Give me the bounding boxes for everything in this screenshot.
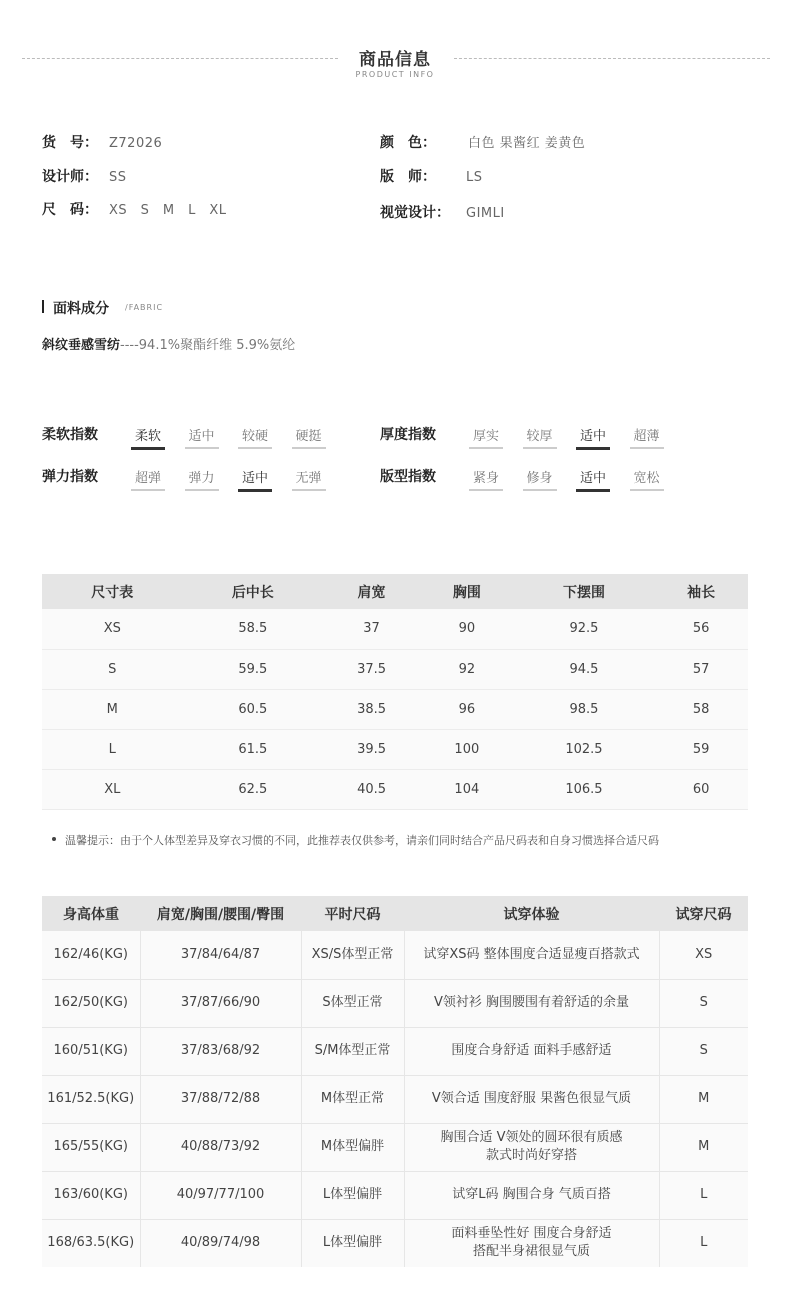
size-cell: XS bbox=[42, 609, 183, 649]
index-option: 较厚 bbox=[523, 425, 557, 449]
index-option: 硬挺 bbox=[292, 425, 326, 449]
index-option: 弹力 bbox=[185, 467, 219, 491]
info-item-color bbox=[380, 132, 585, 152]
info-item-patternmaker bbox=[380, 166, 483, 186]
try-on-cell: 胸围合适 V领处的圆环很有质感 款式时尚好穿搭 bbox=[404, 1123, 659, 1171]
index-option: 超弹 bbox=[131, 467, 165, 491]
column-header: 后中长 bbox=[183, 574, 324, 609]
table-row bbox=[42, 979, 748, 1027]
try-on-table-body bbox=[42, 931, 748, 1267]
size-cell: 92.5 bbox=[514, 609, 655, 649]
size-cell: 60.5 bbox=[183, 689, 324, 729]
try-on-cell: 40/97/77/100 bbox=[140, 1171, 301, 1219]
size-cell: 38.5 bbox=[323, 689, 420, 729]
index-option-selected: 适中 bbox=[576, 425, 610, 450]
size-cell: 37.5 bbox=[323, 649, 420, 689]
info-key: 视觉设计： bbox=[380, 205, 450, 221]
try-on-cell: XS/S体型正常 bbox=[301, 931, 404, 979]
column-header: 胸围 bbox=[420, 574, 514, 609]
try-on-cell: V领衬衫 胸围腰围有着舒适的余量 bbox=[404, 979, 659, 1027]
column-header: 尺寸表 bbox=[42, 574, 183, 609]
size-cell: 61.5 bbox=[183, 729, 324, 769]
try-on-cell: 围度合身舒适 面料手感舒适 bbox=[404, 1027, 659, 1075]
size-cell: 100 bbox=[420, 729, 514, 769]
info-value: 白色 果酱红 姜黄色 bbox=[468, 136, 586, 151]
try-on-cell: 40/89/74/98 bbox=[140, 1219, 301, 1267]
info-key: 尺 码： bbox=[42, 202, 98, 218]
table-row bbox=[42, 1123, 748, 1171]
size-table bbox=[42, 574, 748, 810]
size-cell: 102.5 bbox=[514, 729, 655, 769]
info-item-visual-design bbox=[380, 202, 505, 222]
try-on-cell: 试穿XS码 整体围度合适显瘦百搭款式 bbox=[404, 931, 659, 979]
index-label: 柔软指数 bbox=[42, 427, 98, 443]
size-tip bbox=[52, 832, 659, 848]
size-cell: 39.5 bbox=[323, 729, 420, 769]
index-option-selected: 适中 bbox=[238, 467, 272, 492]
info-value: GIMLI bbox=[466, 206, 505, 221]
try-on-cell: 161/52.5(KG) bbox=[42, 1075, 140, 1123]
try-on-cell: 162/50(KG) bbox=[42, 979, 140, 1027]
table-row bbox=[42, 689, 748, 729]
size-cell: 62.5 bbox=[183, 769, 324, 809]
index-label: 版型指数 bbox=[380, 469, 436, 485]
bullet-dot bbox=[52, 837, 56, 841]
table-row bbox=[42, 769, 748, 809]
size-table-header bbox=[42, 574, 748, 609]
size-cell: 57 bbox=[654, 649, 748, 689]
size-cell: S bbox=[42, 649, 183, 689]
fabric-title: 面料成分 bbox=[53, 301, 109, 317]
fabric-heading-bar bbox=[42, 300, 44, 313]
fabric-composition: ----94.1%聚酯纤维 5.9%氨纶 bbox=[120, 338, 296, 353]
try-on-cell: 面料垂坠性好 围度合身舒适 搭配半身裙很显气质 bbox=[404, 1219, 659, 1267]
index-option-selected: 柔软 bbox=[131, 425, 165, 450]
index-option-selected: 适中 bbox=[576, 467, 610, 492]
size-cell: M bbox=[42, 689, 183, 729]
info-key: 颜 色： bbox=[380, 135, 436, 151]
try-on-cell: S bbox=[659, 979, 748, 1027]
try-on-cell: 37/83/68/92 bbox=[140, 1027, 301, 1075]
try-on-cell: L bbox=[659, 1219, 748, 1267]
size-table-body bbox=[42, 609, 748, 809]
column-header: 袖长 bbox=[654, 574, 748, 609]
size-cell: 96 bbox=[420, 689, 514, 729]
info-key: 版 师： bbox=[380, 169, 436, 185]
index-option: 无弹 bbox=[292, 467, 326, 491]
table-row bbox=[42, 1171, 748, 1219]
table-row bbox=[42, 1027, 748, 1075]
section-subtitle: PRODUCT INFO bbox=[355, 70, 435, 79]
try-on-cell: 37/87/66/90 bbox=[140, 979, 301, 1027]
index-option: 紧身 bbox=[469, 467, 503, 491]
table-row bbox=[42, 609, 748, 649]
column-header: 肩宽 bbox=[323, 574, 420, 609]
size-cell: 59 bbox=[654, 729, 748, 769]
index-option: 较硬 bbox=[238, 425, 272, 449]
table-row bbox=[42, 931, 748, 979]
try-on-table bbox=[42, 896, 748, 1267]
size-cell: 58 bbox=[654, 689, 748, 729]
try-on-cell: 37/84/64/87 bbox=[140, 931, 301, 979]
size-cell: 94.5 bbox=[514, 649, 655, 689]
size-cell: XL bbox=[42, 769, 183, 809]
size-cell: 104 bbox=[420, 769, 514, 809]
size-cell: L bbox=[42, 729, 183, 769]
column-header: 平时尺码 bbox=[301, 896, 404, 931]
size-cell: 56 bbox=[654, 609, 748, 649]
info-item-sizes bbox=[42, 199, 227, 219]
try-on-cell: S bbox=[659, 1027, 748, 1075]
try-on-cell: 163/60(KG) bbox=[42, 1171, 140, 1219]
fabric-subtitle: /FABRIC bbox=[125, 303, 164, 312]
try-on-cell: L体型偏胖 bbox=[301, 1219, 404, 1267]
try-on-cell: L bbox=[659, 1171, 748, 1219]
try-on-cell: 162/46(KG) bbox=[42, 931, 140, 979]
size-cell: 106.5 bbox=[514, 769, 655, 809]
table-row bbox=[42, 729, 748, 769]
info-value: SS bbox=[109, 170, 127, 185]
section-header bbox=[0, 40, 790, 86]
size-cell: 90 bbox=[420, 609, 514, 649]
try-on-cell: S体型正常 bbox=[301, 979, 404, 1027]
try-on-cell: 165/55(KG) bbox=[42, 1123, 140, 1171]
try-on-cell: M bbox=[659, 1075, 748, 1123]
try-on-cell: M bbox=[659, 1123, 748, 1171]
try-on-cell: S/M体型正常 bbox=[301, 1027, 404, 1075]
try-on-cell: XS bbox=[659, 931, 748, 979]
size-cell: 37 bbox=[323, 609, 420, 649]
index-option: 宽松 bbox=[630, 467, 664, 491]
info-key: 货 号： bbox=[42, 135, 98, 151]
column-header: 身高体重 bbox=[42, 896, 140, 931]
size-cell: 92 bbox=[420, 649, 514, 689]
info-value: Z72026 bbox=[109, 136, 163, 151]
try-on-cell: L体型偏胖 bbox=[301, 1171, 404, 1219]
size-cell: 60 bbox=[654, 769, 748, 809]
column-header: 肩宽/胸围/腰围/臀围 bbox=[140, 896, 301, 931]
index-label: 弹力指数 bbox=[42, 469, 98, 485]
info-item-designer bbox=[42, 166, 127, 186]
table-row bbox=[42, 1075, 748, 1123]
try-on-table-header bbox=[42, 896, 748, 931]
try-on-cell: 168/63.5(KG) bbox=[42, 1219, 140, 1267]
info-value: XS S M L XL bbox=[109, 203, 227, 218]
index-option: 厚实 bbox=[469, 425, 503, 449]
size-cell: 58.5 bbox=[183, 609, 324, 649]
section-title: 商品信息 bbox=[359, 50, 431, 70]
table-row bbox=[42, 649, 748, 689]
column-header: 试穿尺码 bbox=[659, 896, 748, 931]
size-cell: 59.5 bbox=[183, 649, 324, 689]
info-key: 设计师： bbox=[42, 169, 98, 185]
index-label: 厚度指数 bbox=[380, 427, 436, 443]
try-on-cell: V领合适 围度舒服 果酱色很显气质 bbox=[404, 1075, 659, 1123]
try-on-cell: 40/88/73/92 bbox=[140, 1123, 301, 1171]
column-header: 下摆围 bbox=[514, 574, 655, 609]
try-on-cell: 37/88/72/88 bbox=[140, 1075, 301, 1123]
try-on-cell: 160/51(KG) bbox=[42, 1027, 140, 1075]
index-option: 适中 bbox=[185, 425, 219, 449]
size-cell: 40.5 bbox=[323, 769, 420, 809]
try-on-cell: M体型偏胖 bbox=[301, 1123, 404, 1171]
fabric-description bbox=[42, 334, 295, 353]
try-on-cell: M体型正常 bbox=[301, 1075, 404, 1123]
try-on-cell: 试穿L码 胸围合身 气质百搭 bbox=[404, 1171, 659, 1219]
fabric-name: 斜纹垂感雪纺 bbox=[42, 338, 121, 353]
size-cell: 98.5 bbox=[514, 689, 655, 729]
size-tip-text: 温馨提示：由于个人体型差异及穿衣习惯的不同，此推荐表仅供参考，请亲们同时结合产品尺码表和自身习惯选择合适尺码 bbox=[65, 834, 659, 847]
table-row bbox=[42, 1219, 748, 1267]
info-value: LS bbox=[466, 170, 483, 185]
info-item-sku bbox=[42, 132, 162, 152]
column-header: 试穿体验 bbox=[404, 896, 659, 931]
index-option: 超薄 bbox=[630, 425, 664, 449]
index-option: 修身 bbox=[523, 467, 557, 491]
